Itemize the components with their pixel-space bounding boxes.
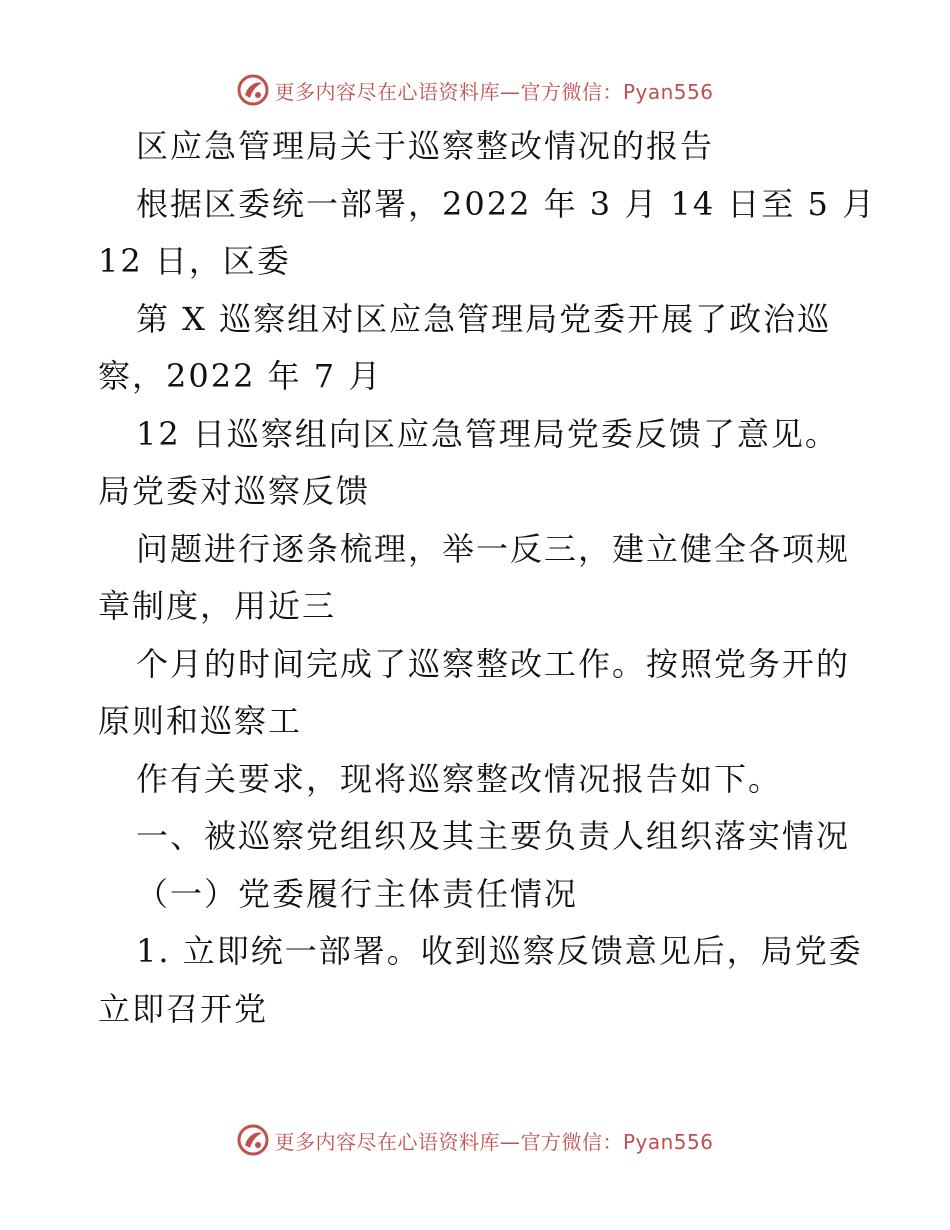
paragraph-line: 根据区委统一部署，2022 年 3 月 14 日至 5 月 [136,184,877,223]
header-watermark-banner [0,70,950,110]
paragraph-line: 原则和巡察工 [98,702,303,740]
paragraph-line: 个月的时间完成了巡察整改工作。按照党务开的 [136,644,851,683]
paragraph-line: 第 X 巡察组对区应急管理局党委开展了政治巡 [136,299,832,338]
document-body [98,118,877,1038]
header-banner-text: 更多内容尽在心语资料库—官方微信：Pyan556 [274,79,714,104]
footer-watermark-banner [0,1120,950,1160]
section-heading: 一、被巡察党组织及其主要负责人组织落实情况 [136,817,851,855]
paragraph-line: 作有关要求，现将巡察整改情况报告如下。 [136,759,783,798]
paragraph-line: 12 日，区委 [98,242,291,280]
document-title: 区应急管理局关于巡察整改情况的报告 [136,127,715,165]
footer-banner-text: 更多内容尽在心语资料库—官方微信：Pyan556 [274,1129,714,1154]
paragraph-line: 12 日巡察组向区应急管理局党委反馈了意见。 [136,414,839,453]
paragraph-line: 章制度，用近三 [98,587,337,625]
paragraph-line: 局党委对巡察反馈 [98,472,371,510]
brand-logo-icon [236,1123,270,1157]
paragraph-line: 1. 立即统一部署。收到巡察反馈意见后，局党委 [136,932,863,970]
brand-logo-icon [236,73,270,107]
paragraph-line: 问题进行逐条梳理，举一反三，建立健全各项规 [136,529,851,568]
subsection-heading: （一）党委履行主体责任情况 [136,874,579,913]
paragraph-line: 察，2022 年 7 月 [98,357,383,395]
paragraph-line: 立即召开党 [98,989,269,1028]
